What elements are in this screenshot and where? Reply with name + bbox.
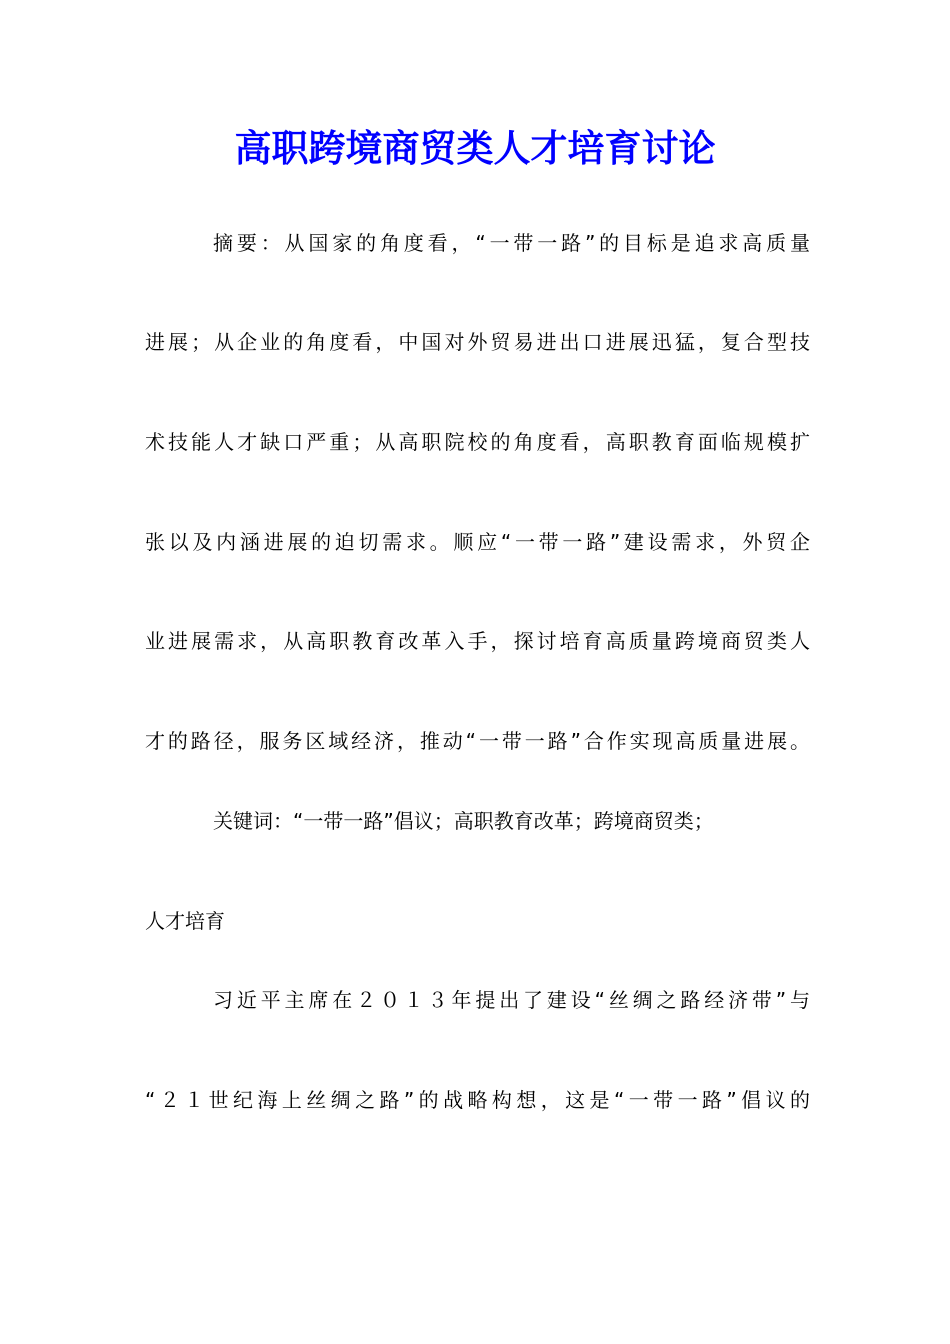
keywords-line-2: 人才培育 [145,909,225,933]
keywords-line-1: 关键词：“一带一路”倡议；高职教育改革；跨境商贸类； [213,809,714,833]
abstract-line-3: 术技能人才缺口严重；从高职院校的角度看，高职教育面临规模扩 [145,430,810,454]
body-line-1: 习近平主席在２０１３年提出了建设“丝绸之路经济带”与 [213,988,810,1012]
abstract-line-2: 进展；从企业的角度看，中国对外贸易进出口进展迅猛，复合型技 [145,330,810,354]
abstract-line-6: 才的路径，服务区域经济，推动“一带一路”合作实现高质量进展。 [145,729,810,753]
body-line-2: “２１世纪海上丝绸之路”的战略构想，这是“一带一路”倡议的 [145,1088,810,1112]
document-title: 高职跨境商贸类人才培育讨论 [234,126,716,170]
abstract-line-5: 业进展需求，从高职教育改革入手，探讨培育高质量跨境商贸类人 [145,629,810,653]
abstract-line-4: 张以及内涵进展的迫切需求。顺应“一带一路”建设需求，外贸企 [145,530,810,554]
abstract-line-1: 摘要：从国家的角度看，“一带一路”的目标是追求高质量 [213,231,810,255]
